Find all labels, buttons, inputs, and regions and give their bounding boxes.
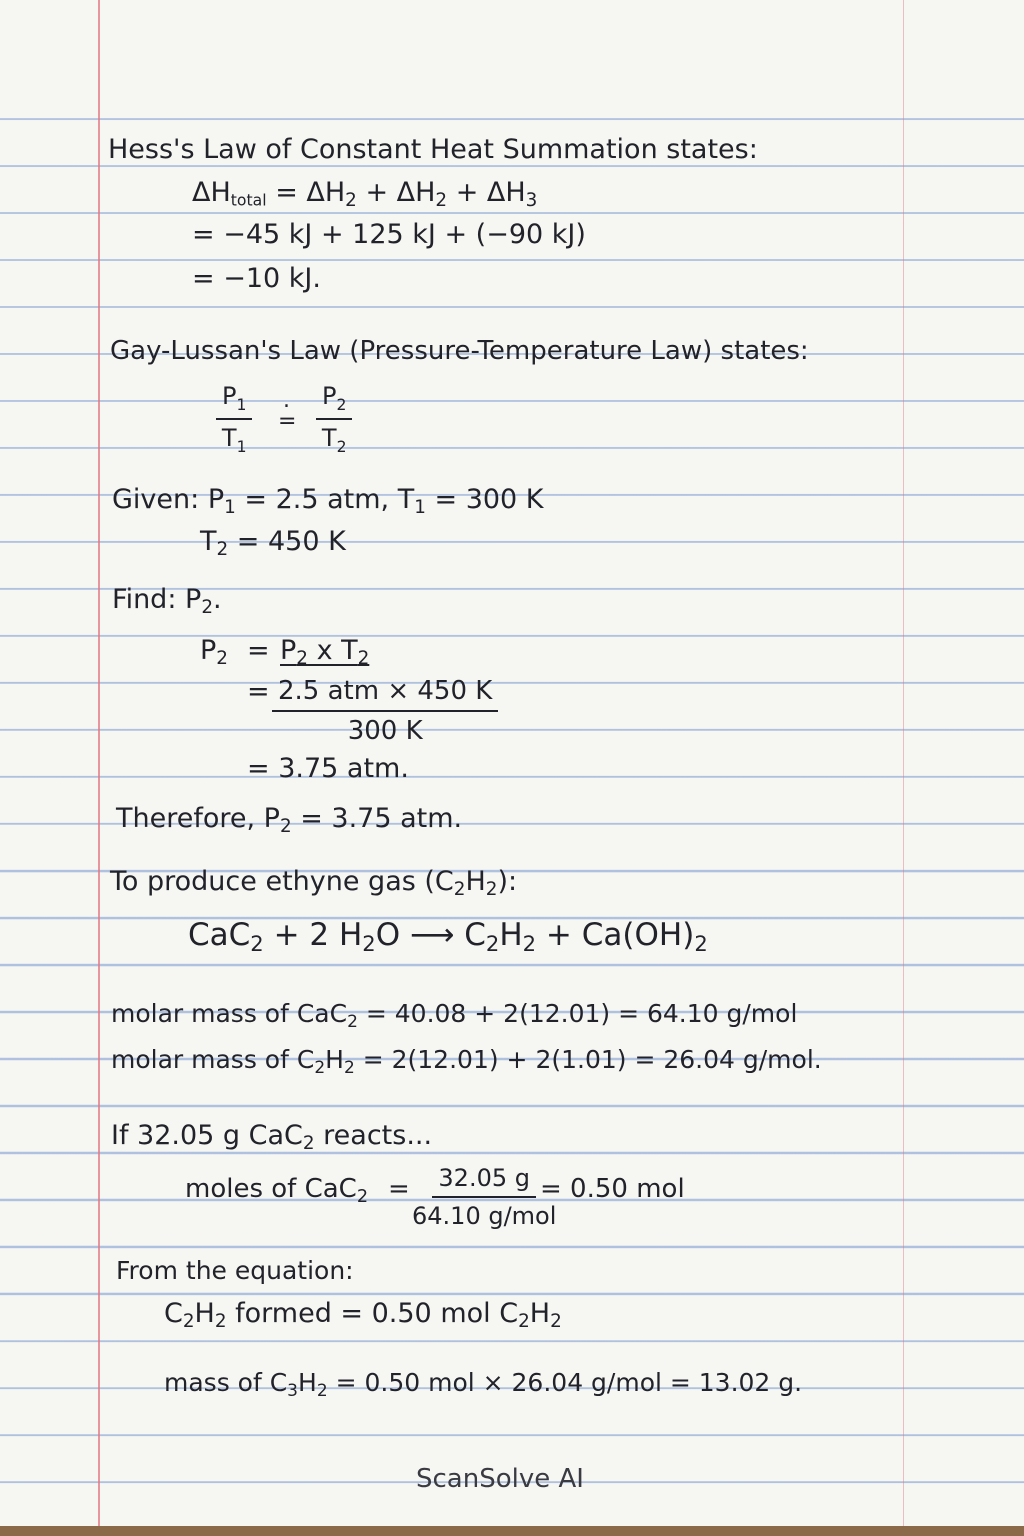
reaction-term: O ⟶ C <box>375 917 486 953</box>
c2h2-formed-line: $C_2H_2$ formed = 0.50 mol $C_2H_2$ <box>164 1298 562 1333</box>
ethyne-heading: To produce ethyne gas $(C_2H_2)$: <box>110 866 518 901</box>
molar-mass-c2h2: molar mass of $C_2H_2 = 2(12.01) + 2(1.01) = 26.04$ g/mol. <box>111 1045 822 1078</box>
reaction-subscript: 2 <box>250 930 264 956</box>
hess-equation-1: $\Delta H_{total} = \Delta H_2 + \Delta H_2 + \Delta H_3$ <box>192 177 538 212</box>
scansolve-watermark: ScanSolve AI <box>416 1464 584 1494</box>
reaction-subscript: 2 <box>694 930 708 956</box>
find-line: Find: $P_2$. <box>112 584 222 619</box>
reaction-term: CaC <box>188 917 251 953</box>
hess-heading: Hess's Law of Constant Heat Summation states: <box>108 134 758 165</box>
given-line-2: $T_2 = 450$ K <box>200 526 346 561</box>
if-reacts-line: If 32.05 g CaC$_2$ reacts... <box>111 1120 433 1155</box>
hess-equation-2: = −45 kJ + 125 kJ + (−90 kJ) <box>192 219 586 250</box>
step2-equals: = <box>247 676 270 707</box>
step1-expression: $P_2$ x $T_2$ <box>280 635 370 670</box>
ratio-equals: = <box>278 409 297 434</box>
reaction-subscript: 2 <box>362 930 376 956</box>
therefore-line: Therefore, $P_2 = 3.75$ atm. <box>116 803 463 838</box>
reaction-term: H <box>499 917 523 953</box>
moles-label: moles of CaC$_2$ <box>185 1174 369 1207</box>
moles-equals: = <box>388 1174 410 1204</box>
reaction-subscript: 2 <box>522 930 537 956</box>
reaction-term: + 2 H <box>263 917 363 953</box>
step1-equals: = <box>247 635 270 666</box>
ratio-p2-t2: $\frac{P_2}{T_2}$ <box>316 382 352 456</box>
ratio-p1-t1: $\frac{P_1}{T_1}$ <box>216 382 252 456</box>
left-margin-line <box>98 0 100 1526</box>
from-equation-line: From the equation: <box>116 1256 354 1285</box>
reaction-term: + Ca(OH) <box>536 917 695 953</box>
moles-result: = 0.50 mol <box>540 1174 685 1204</box>
page-header-blank <box>0 0 1024 118</box>
reaction-subscript: 2 <box>485 930 500 956</box>
ratio-dot: . <box>283 388 290 413</box>
molar-mass-cac2: molar mass of CaC$_2$ = 40.08 + 2(12.01) = 64.10 g/mol <box>111 999 798 1032</box>
right-margin-line <box>903 0 904 1526</box>
step1-lhs: $P_2$ <box>200 635 228 670</box>
mass-c2h2-line: mass of $C_3H_2 = 0.50$ mol × 26.04 g/mol = 13.02 g. <box>164 1368 803 1401</box>
given-line-1: Given: $P_1 = 2.5$ atm, $T_1 = 300$ K <box>112 484 544 519</box>
reaction-equation <box>188 917 708 956</box>
step3-result: = 3.75 atm. <box>247 753 409 784</box>
hess-equation-3: = −10 kJ. <box>192 263 321 294</box>
gay-lussac-heading: Gay-Lussan's Law (Pressure-Temperature Law) states: <box>110 336 809 366</box>
moles-fraction: 32.05 g 64.10 g/mol <box>412 1164 557 1230</box>
step2-fraction: 2.5 atm × 450 K 300 K <box>272 676 498 746</box>
